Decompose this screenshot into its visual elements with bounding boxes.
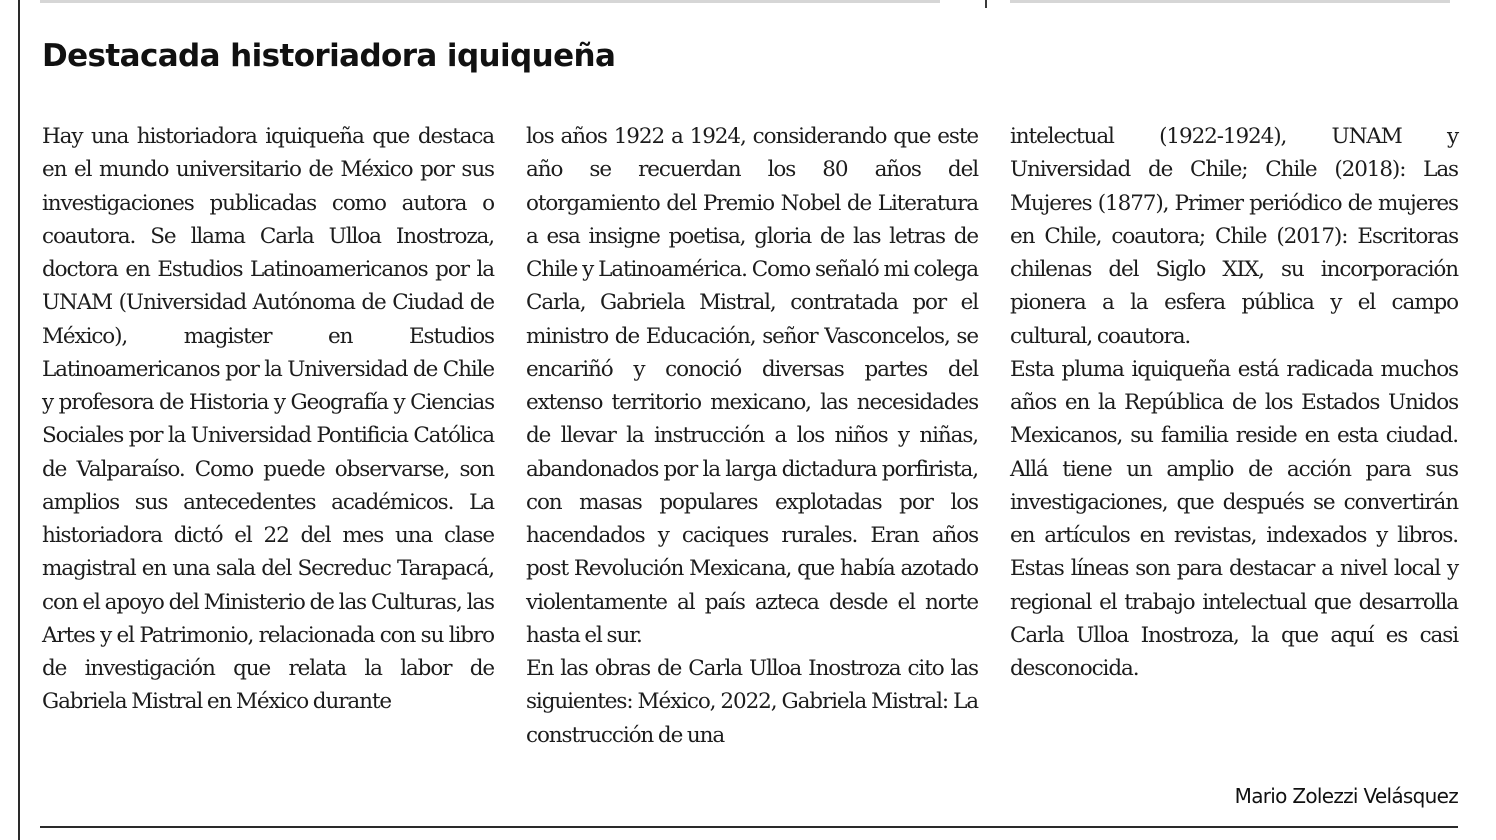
top-rule-left [40, 0, 940, 3]
article-byline: Mario Zolezzi Velásquez [1234, 784, 1458, 808]
top-rule-right [1010, 0, 1450, 3]
article-paragraph: Esta pluma iquiqueña está radicada muchos años en la República de los Estados Unidos Mexicanos, su familia reside en esta ciudad. Allá tiene un amplio de acción para sus investigaciones, que después se convertirán en artículos en revistas, indexados y libros. Estas líneas son para destacar a nivel local y regional el trabajo intelectual que desarrolla Carla Ulloa Inostroza, la que aquí es casi desconocida. [1010, 356, 1458, 681]
left-column-rule [18, 0, 20, 840]
article-paragraph: Hay una historiadora iquiqueña que destaca en el mundo universitario de México por sus investigaciones publicadas como autora o coautora. Se llama Carla Ulloa Inostroza, doctora en Estudios Latinoamericanos por la UNAM (Universidad Autónoma de Ciudad de México), magister en Estudios Latinoamericanos por la Universidad de Chile y profesora de Historia y Geografía y Ciencias Sociales por la Universidad Pontificia Católica de Valparaíso. Como puede observarse, son amplios sus antecedentes académicos. La historiadora dictó el 22 del mes una clase magistral en una sala del Secreduc Tarapacá, con el apoyo del Ministerio de las Culturas, las Artes y el Patrimonio, relacionada con su libro de investigación que relata la labor de Gabriela Mistral en México durante [42, 124, 494, 715]
article-paragraph: En las obras de Carla Ulloa Inostroza cito las siguientes: México, 2022, Gabriela Mistral: La construcción de una [526, 656, 978, 748]
article-paragraph: intelectual (1922-1924), UNAM y Universidad de Chile; Chile (2018): Las Mujeres (1877), Primer periódico de mujeres en Chile, coautora; Chile (2017): Escritoras chilenas del Siglo XIX, su incorporación pionera a la esfera pública y el campo cultural, coautora. [1010, 124, 1458, 349]
article-paragraph: los años 1922 a 1924, considerando que este año se recuerdan los 80 años del otorgamiento del Premio Nobel de Literatura a esa insigne poetisa, gloria de las letras de Chile y Latinoamérica. Como señaló mi colega Carla, Gabriela Mistral, contratada por el ministro de Educación, señor Vasconcelos, se encariñó y conoció diversas partes del extenso territorio mexicano, las necesidades de llevar la instrucción a los niños y niñas, abandonados por la larga dictadura porfirista, con masas populares explotadas por los hacendados y caciques rurales. Eran años post Revolución Mexicana, que había azotado violentamente al país azteca desde el norte hasta el sur. [526, 124, 978, 648]
top-separator-tick [985, 0, 987, 8]
article-column-1 [42, 120, 494, 719]
article-column-3 [1010, 120, 1458, 685]
article-headline: Destacada historiadora iquiqueña [42, 38, 616, 74]
bottom-rule [40, 826, 1458, 828]
article-column-2 [526, 120, 978, 752]
